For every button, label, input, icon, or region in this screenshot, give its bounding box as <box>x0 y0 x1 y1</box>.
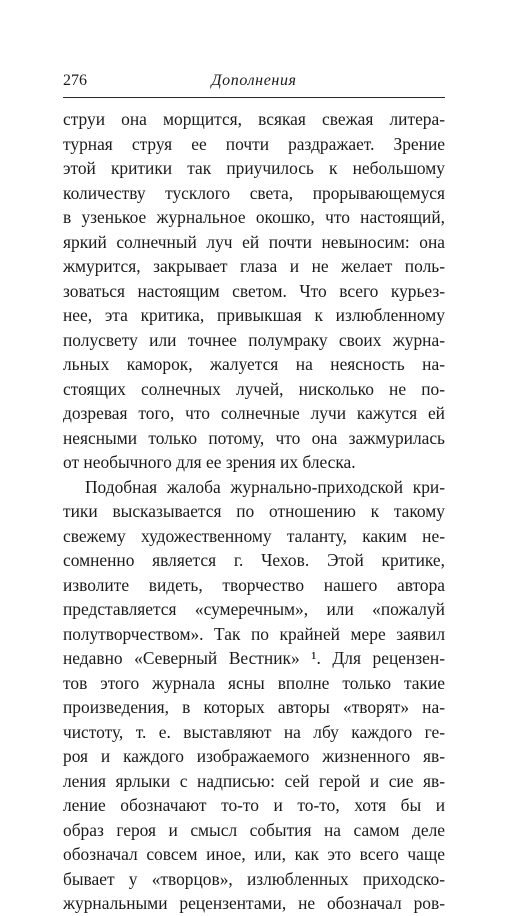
text-line: струи она морщится, всякая свежая литера- <box>63 109 445 129</box>
text-line: полусвету или точнее полумраку своих журна- <box>63 329 445 350</box>
text-line: льных каморок, жалуется на неясность на- <box>63 354 445 374</box>
body-text <box>63 107 445 916</box>
text-line: роя и каждого изображаемого жизненного яв- <box>63 746 445 766</box>
header-rule <box>63 97 445 98</box>
text-line: обозначал совсем иное, или, как это всего чаще <box>63 844 445 864</box>
text-line: тов этого журнала ясны вполне только такие <box>63 672 445 693</box>
text-line: ление обозначают то-то и то-то, хотя бы и <box>63 795 445 815</box>
paragraph-2 <box>63 475 445 916</box>
text-line: дозревая того, что солнечные лучи кажутся ей <box>63 403 445 423</box>
text-line: в узенькое журнальное окошко, что настоящий, <box>63 207 445 227</box>
text-line: от необычного для ее зрения их блеска. <box>63 452 356 472</box>
text-line: недавно «Северный Вестник» ¹. Для рецензен- <box>63 648 445 668</box>
text-line: жмурится, закрывает глаза и не желает поль- <box>63 256 445 276</box>
text-line: этой критики так приучилось к небольшому <box>63 158 445 178</box>
text-line: количеству тусклого света, прорывающемуся <box>63 182 445 203</box>
text-line: журнальными рецензентами, не обозначал ров- <box>63 893 445 913</box>
text-line: турная струя ее почти раздражает. Зрение <box>63 133 445 154</box>
text-line: нее, эта критика, привыкшая к излюбленному <box>63 305 445 325</box>
text-line: яркий солнечный луч ей почти невыносим: она <box>63 231 445 252</box>
text-line: полутворчеством». Так по крайней мере заявил <box>63 623 445 644</box>
paragraph-1 <box>63 107 445 475</box>
text-line: зоваться настоящим светом. Что всего курьез- <box>63 280 445 301</box>
text-line: представляется «сумеречным», или «пожалуй <box>63 599 445 619</box>
text-line: ления ярлыки с надписью: сей герой и сие яв- <box>63 770 445 791</box>
text-line: неясными только потому, что она зажмурилась <box>63 427 445 448</box>
text-line: изволите видеть, творчество нашего автора <box>63 574 445 595</box>
text-line: стоящих солнечных лучей, нисколько не по- <box>63 378 445 399</box>
page-number: 276 <box>63 72 87 89</box>
text-line: сомненно является г. Чехов. Этой критике, <box>63 550 445 570</box>
text-line: Подобная жалоба журнально-приходской кри- <box>85 476 445 497</box>
text-line: свежему художественному таланту, каким не- <box>63 525 445 546</box>
text-line: произведения, в которых авторы «творят» на- <box>63 697 445 717</box>
text-line: бывает у «творцов», излюбленных приходско- <box>63 868 445 889</box>
running-head: Дополнения <box>211 72 297 89</box>
text-line: чистоту, т. е. выставляют на лбу каждого ге- <box>63 721 445 742</box>
text-line: образ героя и смысл события на самом деле <box>63 819 445 840</box>
text-line: тики высказывается по отношению к такому <box>63 501 445 521</box>
page-header <box>63 70 445 92</box>
